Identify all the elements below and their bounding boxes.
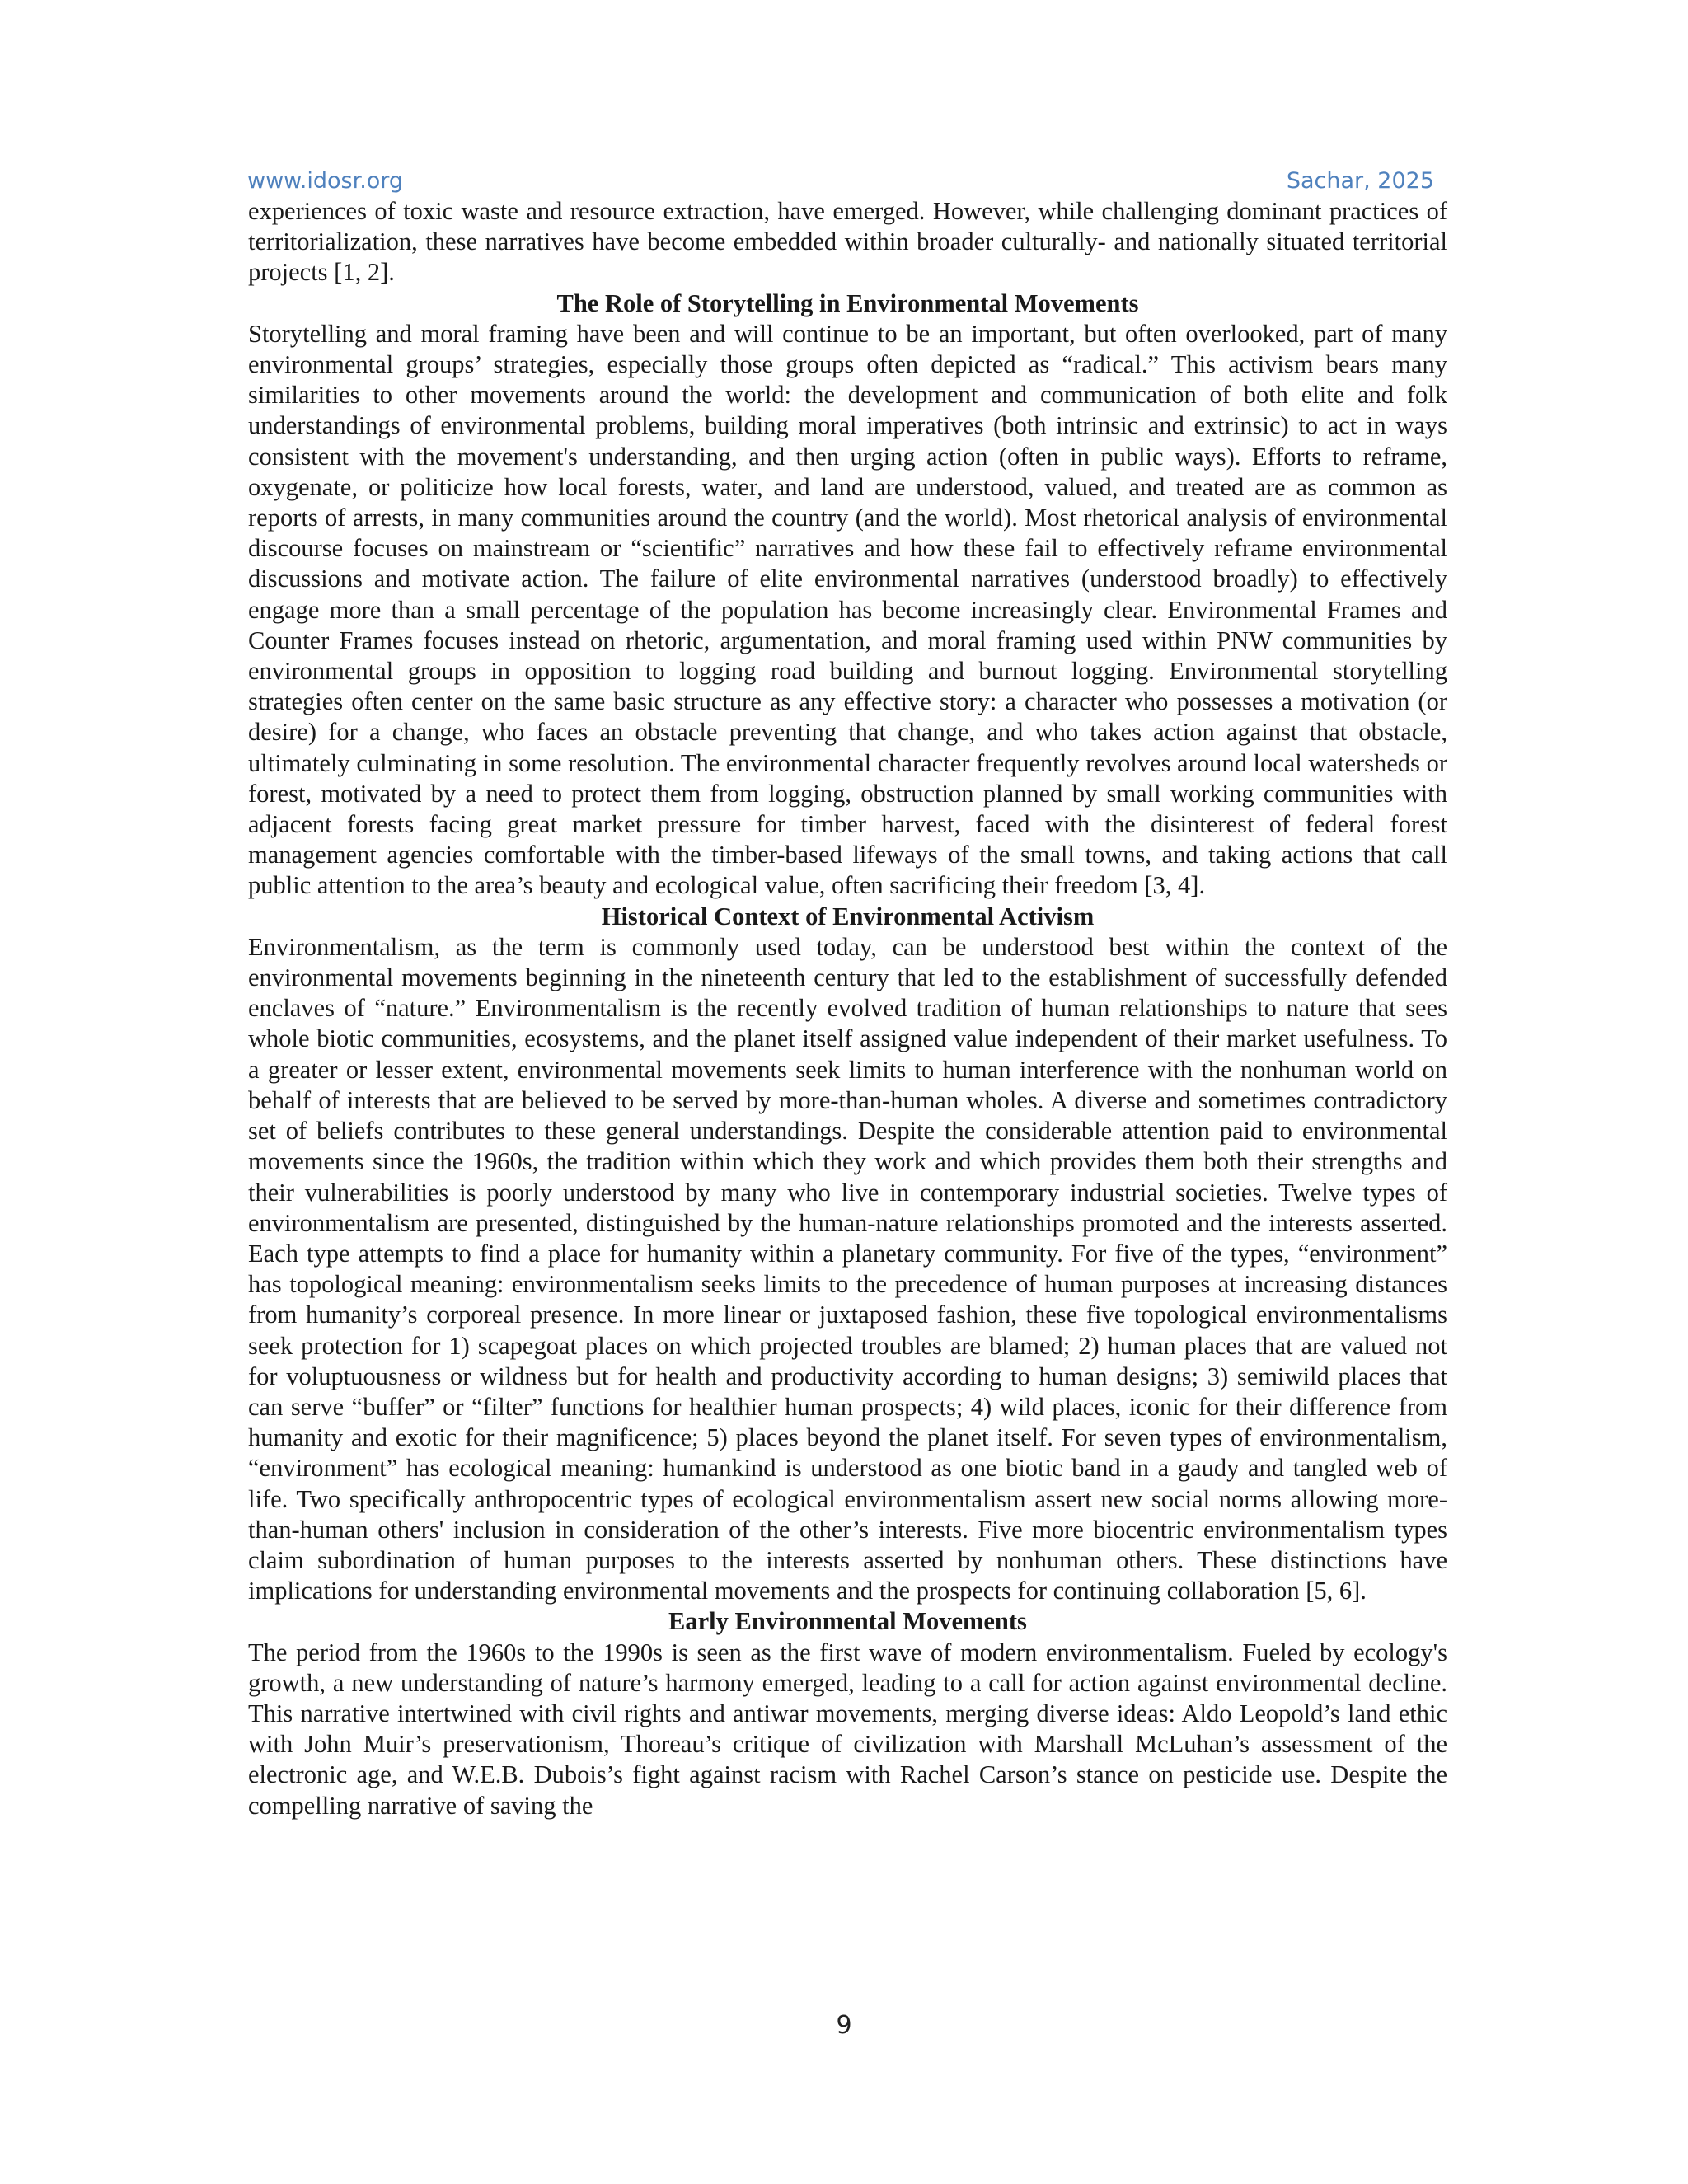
section-heading-storytelling: The Role of Storytelling in Environmental Movements [556,288,1139,317]
article-body [248,196,1447,1821]
section-paragraph-storytelling: Storytelling and moral framing have been and will continue to be an important, but often overlooked, part of many environmental groups’ strategies, especially those groups often depicted as “radical.” This activism bears many similarities to other movements around the world: the development and communication of both elite and folk understandings of environmental problems, building moral imperatives (both intrinsic and extrinsic) to act in ways consistent with the movement's understanding, and then urging action (often in public ways). Efforts to reframe, oxygenate, or politicize how local forests, water, and land are understood, valued, and treated are as common as reports of arrests, in many communities around the country (and the world). Most rhetorical analysis of environmental discourse focuses on mainstream or “scientific” narratives and how these fail to effectively reframe environmental discussions and motivate action. The failure of elite environmental narratives (understood broadly) to effectively engage more than a small percentage of the population has become increasingly clear. Environmental Frames and Counter Frames focuses instead on rhetoric, argumentation, and moral framing used within PNW communities by environmental groups in opposition to logging road building and burnout logging. Environmental storytelling strategies often center on the same basic structure as any effective story: a character who possesses a motivation (or desire) for a change, who faces an obstacle preventing that change, and who takes action against that obstacle, ultimately culminating in some resolution. The environmental character frequently revolves around local watersheds or forest, motivated by a need to protect them from logging, obstruction planned by small working communities with adjacent forests facing great market pressure for timber harvest, faced with the disinterest of federal forest management agencies comfortable with the timber-based lifeways of the small towns, and taking actions that call public attention to the area’s beauty and ecological value, often sacrificing their freedom [3, 4]. [248,319,1447,900]
intro-paragraph: experiences of toxic waste and resource extraction, have emerged. However, while challenging dominant practices of territorialization, these narratives have become embedded within broader culturally- and nationally situated territorial projects [1, 2]. [248,197,1447,287]
page-number: 9 [836,2011,852,2040]
section-heading-early-movements: Early Environmental Movements [668,1607,1027,1636]
page-header [247,165,1434,198]
author-year: Sachar, 2025 [1286,168,1434,194]
section-paragraph-historical-context: Environmentalism, as the term is commonly used today, can be understood best within the context of the environmental movements beginning in the nineteenth century that led to the establishment of successfully defended enclaves of “nature.” Environmentalism is the recently evolved tradition of human relationships to nature that sees whole biotic communities, ecosystems, and the planet itself assigned value independent of their market usefulness. To a greater or lesser extent, environmental movements seek limits to human interference with the nonhuman world on behalf of interests that are believed to be served by more-than-human wholes. A diverse and sometimes contradictory set of beliefs contributes to these general understandings. Despite the considerable attention paid to environmental movements since the 1960s, the tradition within which they work and which provides them both their strengths and their vulnerabilities is poorly understood by many who live in contemporary industrial societies. Twelve types of environmentalism are presented, distinguished by the human-nature relationships promoted and the interests asserted. Each type attempts to find a place for humanity within a planetary community. For five of the types, “environment” has topological meaning: environmentalism seeks limits to the precedence of human purposes at increasing distances from humanity’s corporeal presence. In more linear or juxtaposed fashion, these five topological environmentalisms seek protection for 1) scapegoat places on which projected troubles are blamed; 2) human places that are valued not for voluptuousness or wildness but for health and productivity according to human designs; 3) semiwild places that can serve “buffer” or “filter” functions for healthier human prospects; 4) wild places, iconic for their difference from humanity and exotic for their magnificence; 5) places beyond the planet itself. For seven types of environmentalism, “environment” has ecological meaning: humankind is understood as one biotic band in a gaudy and tangled web of life. Two specifically anthropocentric types of ecological environmentalism assert new social norms allowing more-than-human others' inclusion in consideration of the other’s interests. Five more biocentric environmentalism types claim subordination of human purposes to the interests asserted by nonhuman others. These distinctions have implications for understanding environmental movements and the prospects for continuing collaboration [5, 6]. [248,932,1447,1605]
section-paragraph-early-movements: The period from the 1960s to the 1990s is seen as the first wave of modern environmentalism. Fueled by ecology's growth, a new understanding of nature’s harmony emerged, leading to a call for action against environmental decline. This narrative intertwined with civil rights and antiwar movements, merging diverse ideas: Aldo Leopold’s land ethic with John Muir’s preservationism, Thoreau’s critique of civilization with Marshall McLuhan’s assessment of the electronic age, and W.E.B. Dubois’s fight against racism with Rachel Carson’s stance on pesticide use. Despite the compelling narrative of saving the [248,1638,1447,1820]
journal-url: www.idosr.org [247,168,404,194]
section-heading-historical-context: Historical Context of Environmental Activism [601,902,1095,930]
